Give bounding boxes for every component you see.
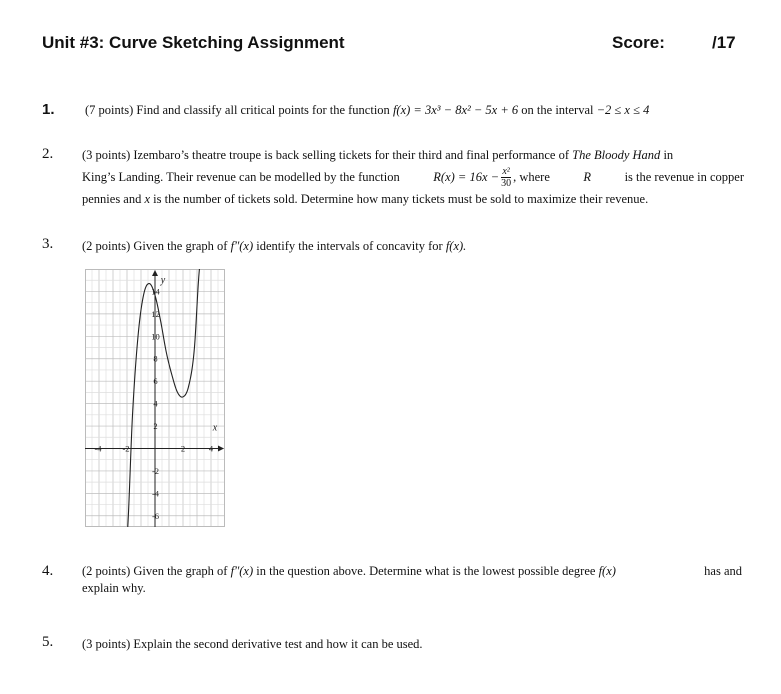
question-3-fpp: f″(x): [230, 239, 254, 253]
question-2-line-1-text: Izembaro’s theatre troupe is back selling tickets for their third and final performance of: [133, 148, 569, 162]
x-tick-label: 4: [208, 443, 214, 454]
graph-curve: [127, 269, 200, 527]
question-4-prompt: Given the graph of: [133, 564, 228, 578]
y-tick-label: 2: [153, 421, 158, 432]
question-3-prompt-b: identify the intervals of concavity for: [256, 239, 443, 253]
question-3-f: f(x).: [445, 239, 467, 253]
question-1-prompt: Find and classify all critical points for the function: [136, 103, 390, 117]
question-4-text: [82, 563, 742, 597]
second-derivative-graph: [85, 269, 225, 527]
fraction-denominator: 30: [501, 177, 512, 189]
x-axis-arrow: [218, 445, 224, 451]
question-1-interval: −2 ≤ x ≤ 4: [596, 103, 650, 117]
question-1-text: [85, 100, 649, 120]
question-3-number: 3.: [42, 236, 54, 252]
question-4-number: 4.: [42, 563, 54, 579]
y-tick-label: 6: [153, 376, 158, 387]
y-tick-label: -4: [151, 488, 160, 499]
question-3-text: [82, 236, 466, 256]
revenue-fraction: [501, 166, 511, 189]
question-2-play-title: The Bloody Hand: [572, 148, 661, 162]
variable-x: x: [144, 192, 151, 206]
x-tick-label: -4: [94, 443, 102, 454]
question-2-text: [82, 145, 744, 209]
y-axis-label: y: [160, 275, 166, 286]
score-label: Score:: [612, 33, 665, 52]
question-5-text: [82, 634, 423, 654]
question-5-points: (3 points): [82, 637, 131, 651]
question-2-number: 2.: [42, 146, 54, 162]
question-4-points: (2 points): [82, 564, 131, 578]
question-4-fpp: f″(x): [230, 564, 254, 578]
question-5-prompt: Explain the second derivative test and how it can be used.: [133, 637, 423, 651]
y-tick-label: -6: [151, 510, 160, 521]
question-2-line-1-end: in: [663, 148, 674, 162]
question-1-prompt-b: on the interval: [521, 103, 594, 117]
question-2-line-3-b: is the number of tickets sold. Determine how many tickets must be sold to maximize their revenue.: [153, 192, 649, 206]
variable-r: R: [583, 170, 592, 184]
question-2-line-1: [82, 145, 744, 165]
y-tick-label: 12: [151, 308, 160, 319]
y-tick-label: 4: [153, 398, 158, 409]
x-axis-label: x: [212, 422, 218, 434]
graph-axis-labels: [160, 275, 218, 433]
question-4-prompt-b: in the question above. Determine what is the lowest possible degree: [256, 564, 596, 578]
question-1-points: (7 points): [85, 103, 134, 117]
y-axis-arrow: [152, 270, 158, 276]
y-tick-label: 14: [151, 286, 160, 297]
x-tick-label: 2: [180, 443, 186, 454]
score-total: /17: [712, 33, 736, 52]
question-2-line-2-c: is the revenue in copper: [624, 170, 744, 184]
y-tick-label: 10: [151, 331, 160, 342]
fpp-curve: [127, 269, 200, 527]
question-4-line-2: explain why.: [82, 581, 146, 595]
question-1-function: f(x) = 3x³ − 8x² − 5x + 6: [392, 103, 519, 117]
question-5-number: 5.: [42, 634, 54, 650]
y-tick-label: -2: [151, 465, 160, 476]
y-tick-label: 8: [153, 353, 158, 364]
question-2-line-2-a: King’s Landing. Their revenue can be modelled by the function: [82, 170, 400, 184]
fraction-numerator: x²: [502, 165, 510, 177]
question-4-f: f(x): [598, 564, 616, 578]
assignment-title: Unit #3: Curve Sketching Assignment: [42, 33, 345, 52]
question-4-prompt-c: has and: [704, 564, 742, 578]
question-2-line-3: [82, 189, 744, 209]
question-4-line-1: [82, 563, 742, 580]
x-tick-label: -2: [122, 443, 130, 454]
question-2-line-2-b: , where: [513, 170, 550, 184]
question-2-line-3-a: pennies and: [82, 192, 142, 206]
question-3-points: (2 points): [82, 239, 131, 253]
question-2-line-2: [82, 165, 744, 189]
question-2-points: (3 points): [82, 148, 131, 162]
question-3-prompt: Given the graph of: [133, 239, 228, 253]
revenue-function: R(x) = 16x −: [433, 170, 500, 184]
question-1-number: 1.: [42, 101, 55, 118]
